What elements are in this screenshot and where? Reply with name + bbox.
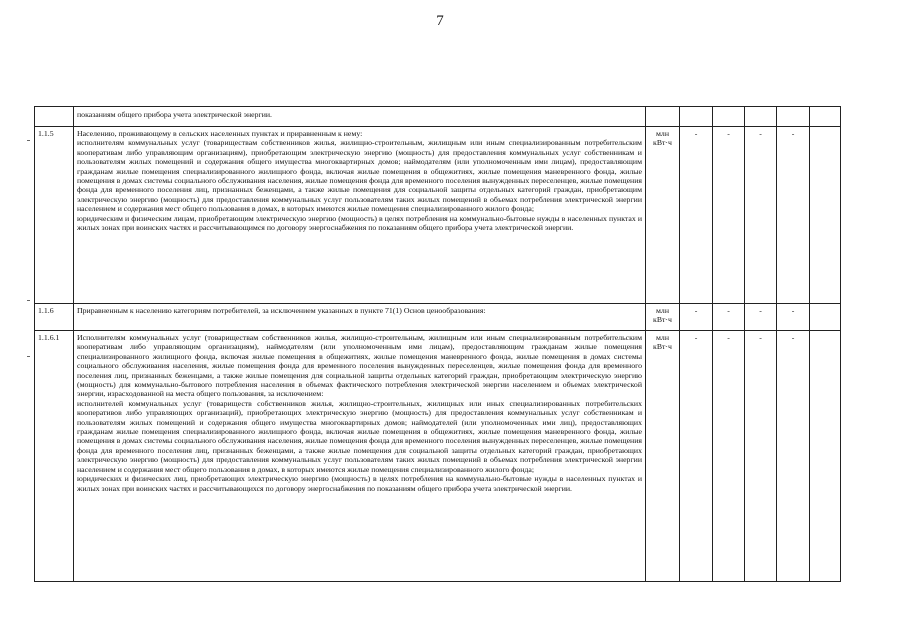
row-description [74,331,646,582]
table-row [35,304,841,331]
value-cell [680,107,713,127]
row-number: 1.1.6.1 [35,331,74,582]
row-number: 1.1.5 [35,127,74,304]
value-cell [810,331,841,582]
margin-mark [27,300,30,301]
margin-mark [27,356,30,357]
value-cell [713,107,745,127]
unit-cell: млн кВт·ч [646,304,680,331]
unit-cell: млн кВт·ч [646,127,680,304]
description-paragraph: юридических и физических лиц, приобретающих электрическую энергию (мощность) в целях потребления на коммунально-бытовые нужды в населенных пунктах и жилых зонах при воинских частях и рассчитывающихся по договору энергоснабжения по показаниям общего прибора учета электрической энергии. [77,474,642,493]
value-cell: - [680,127,713,304]
unit-cell [646,107,680,127]
value-cell: - [745,331,777,582]
page-number: 7 [436,13,444,29]
value-cell: - [713,127,745,304]
table-row [35,107,841,127]
value-cell: - [713,331,745,582]
description-paragraph: Населению, проживающему в сельских населенных пунктах и приравненным к нему: [77,129,363,138]
value-cell: - [777,127,810,304]
value-cell: - [777,304,810,331]
row-description [74,107,646,127]
value-cell: - [777,331,810,582]
description-paragraph: исполнителей коммунальных услуг (товариществ собственников жилья, жилищно-строительных, жилищных или иных специализированных потребительских кооперативов либо управляющих организаций), приобретающих электрическую энергию (мощность) для предоставления коммунальных услуг собственникам и пользователям жилых помещений и содержания общего имущества многоквартирных домов; наймодателей (или уполномоченных ими лиц), предоставляющих гражданам жилые помещения специализированного жилищного фонда, включая жилые помещения в общежитиях, жилые помещения маневренного фонда, жилые помещения в домах системы социального обслуживания населения, жилые помещения фонда для временного поселения вынужденных переселенцев, жилые помещения фонда для временного поселения лиц, признанных беженцами, а также жилые помещения для социальной защиты отдельных категорий граждан, приобретающих электрическую энергию (мощность) для предоставления коммунальных услуг пользователям таких жилых помещений в объемах потребления электрической энергии населением и содержания мест общего пользования в домах, в которых имеются жилые помещения специализированного жилого фонда; [77,398,642,474]
description-paragraph: Приравненным к населению категориям потребителей, за исключением указанных в пункте 71(1) Основ ценообразования: [77,306,486,315]
value-cell: - [680,304,713,331]
value-cell [810,127,841,304]
description-paragraph: показаниям общего прибора учета электрической энергии. [77,110,272,119]
value-cell [745,107,777,127]
description-paragraph: Исполнителям коммунальных услуг (товариществам собственников жилья, жилищно-строительным, жилищным или иным специализированным потребительским кооперативам либо управляющим организациям), наймодателям (или уполномоченным ими лицам), предоставляющим гражданам жилые помещения специализированного жилищного фонда, включая жилые помещения в общежитиях, жилые помещения маневренного фонда, жилые помещения в домах системы социального обслуживания населения, жилые помещения фонда для временного поселения вынужденных переселенцев, жилые помещения фонда для временного поселения лиц, признанных беженцами, а также жилые помещения для социальной защиты отдельных категорий граждан, приобретающим электрическую энергию (мощность) для коммунально-бытового потребления населения в объемах фактического потребления электрической энергии населением и объемах электрической энергии, израсходованной на места общего пользования, за исключением: [77,333,642,399]
value-cell: - [680,331,713,582]
value-cell [810,107,841,127]
row-description [74,304,646,331]
margin-mark [27,140,30,141]
row-description [74,127,646,304]
table-row [35,331,841,582]
value-cell: - [713,304,745,331]
unit-cell: млн кВт·ч [646,331,680,582]
value-cell: - [745,127,777,304]
value-cell [810,304,841,331]
value-cell: - [745,304,777,331]
row-number [35,107,74,127]
value-cell [777,107,810,127]
row-number: 1.1.6 [35,304,74,331]
tariff-table [34,106,841,582]
description-paragraph: исполнителям коммунальных услуг (товариществам собственников жилья, жилищно-строительным, жилищным или иным специализированным потребительским кооперативам либо управляющим организациям), приобретающим электрическую энергию (мощность) для предоставления коммунальных услуг собственникам и пользователям жилых помещений и содержания общего имущества многоквартирных домов; наймодателям (или уполномоченным ими лицам), предоставляющим гражданам жилые помещения специализированного жилищного фонда, включая жилые помещения в общежитиях, жилые помещения маневренного фонда, жилые помещения в домах системы социального обслуживания населения, жилые помещения фонда для временного поселения вынужденных переселенцев, жилые помещения фонда для временного поселения лиц, признанных беженцами, а также жилые помещения для социальной защиты отдельных категорий граждан, приобретающим электрическую энергию (мощность) для предоставления коммунальных услуг пользователям таких жилых помещений в объемах потребления электрической энергии населением и содержания мест общего пользования в домах, в которых имеются жилые помещения специализированного жилого фонда; [77,138,642,214]
table-row [35,127,841,304]
description-paragraph: юридическим и физическим лицам, приобретающим электрическую энергию (мощность) в целях потребления на коммунально-бытовые нужды в населенных пунктах и жилых зонах при воинских частях и рассчитывающимся по договору энергоснабжения по показаниям общего прибора учета электрической энергии. [77,213,642,233]
